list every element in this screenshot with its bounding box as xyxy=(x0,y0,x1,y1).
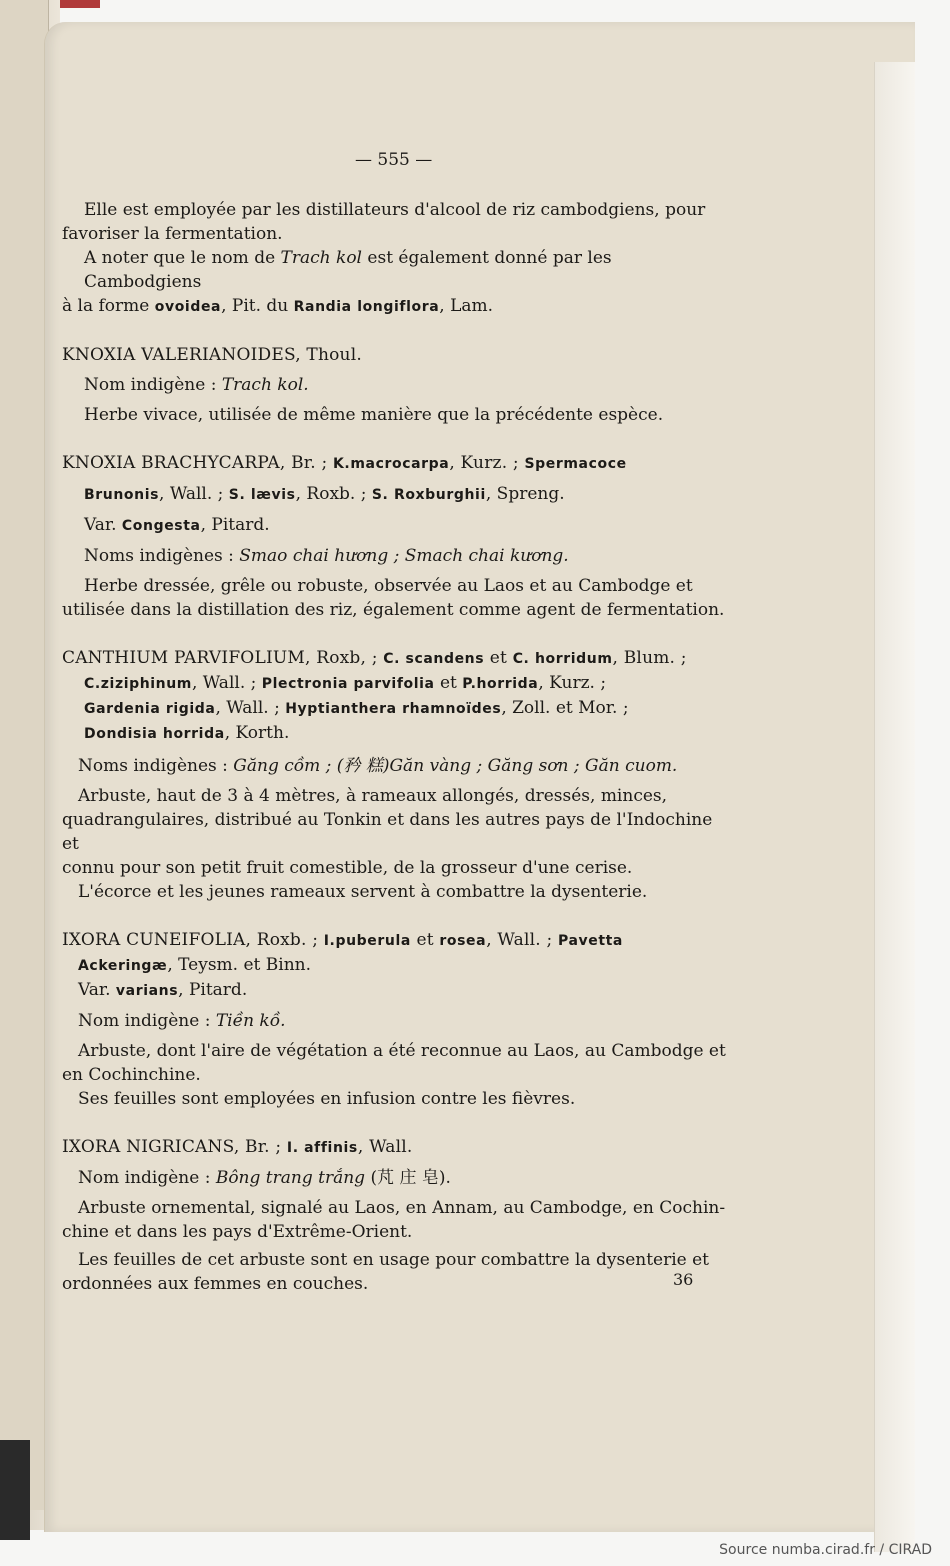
intro-line-4: à la forme ovoidea, Pit. du Randia longiflora, Lam. xyxy=(62,296,494,316)
ixora-cun-desc-1: Arbuste, dont l'aire de végétation a été reconnue au Laos, au Cambodge et xyxy=(78,1041,726,1061)
intro-line-1: Elle est employée par les distillateurs d'alcool de riz cambodgiens, pour xyxy=(84,200,706,220)
folio-number: 36 xyxy=(673,1270,694,1289)
ixora-cun-desc-2: en Cochinchine. xyxy=(62,1065,201,1085)
canthium-desc-4: L'écorce et les jeunes rameaux servent à combattre la dysenterie. xyxy=(78,882,648,902)
page-fore-edge xyxy=(874,62,915,1552)
ixora-nig-desc-3: Les feuilles de cet arbuste sont en usage pour combattre la dysenterie et xyxy=(78,1250,710,1270)
entry-title-knoxia-valerianoides: KNOXIA VALERIANOIDES, Thoul. xyxy=(62,345,362,365)
canthium-desc-2: quadrangulaires, distribué au Tonkin et dans les autres pays de l'Indochine et xyxy=(62,810,713,854)
intro-line-2: favoriser la fermentation. xyxy=(62,224,283,244)
left-page-edge xyxy=(0,0,49,1510)
bookmark-ribbon xyxy=(60,0,100,8)
canthium-desc-1: Arbuste, haut de 3 à 4 mètres, à rameaux allongés, dressés, minces, xyxy=(78,786,668,806)
knoxia-val-description: Herbe vivace, utilisée de même manière que la précédente espèce. xyxy=(84,405,664,425)
knoxia-val-native-name: Nom indigène : Trach kol. xyxy=(84,375,309,395)
ixora-nig-desc-2: chine et dans les pays d'Extrême-Orient. xyxy=(62,1222,413,1242)
canthium-synonyms-2: Gardenia rigida, Wall. ; Hyptianthera rhamnoïdes, Zoll. et Mor. ; xyxy=(84,698,629,718)
page-body xyxy=(62,198,732,1296)
ixora-cun-synonyms: Ackeringæ, Teysm. et Binn. xyxy=(78,955,311,975)
ixora-cun-desc-3: Ses feuilles sont employées en infusion contre les fièvres. xyxy=(78,1089,576,1109)
entry-title-canthium-parvifolium: CANTHIUM PARVIFOLIUM, Roxb, ; C. scandens et C. horridum, Blum. ; xyxy=(62,648,687,668)
entry-title-ixora-nigricans: IXORA NIGRICANS, Br. ; I. affinis, Wall. xyxy=(62,1137,413,1157)
canthium-synonyms-1: C.ziziphinum, Wall. ; Plectronia parvifolia et P.horrida, Kurz. ; xyxy=(84,673,607,693)
knoxia-brachy-variety: Var. Congesta, Pitard. xyxy=(84,515,270,535)
ixora-nig-native-name: Nom indigène : Bông trang trắng (芃 庄 皂). xyxy=(78,1168,451,1188)
intro-line-3: A noter que le nom de Trach kol est également donné par les Cambodgiens xyxy=(84,248,612,292)
canthium-desc-3: connu pour son petit fruit comestible, de la grosseur d'une cerise. xyxy=(62,858,633,878)
canthium-synonyms-3: Dondisia horrida, Korth. xyxy=(84,723,290,743)
ixora-cun-variety: Var. varians, Pitard. xyxy=(78,980,248,1000)
ixora-nig-desc-1: Arbuste ornemental, signalé au Laos, en Annam, au Cambodge, en Cochin- xyxy=(78,1198,726,1218)
entry-title-knoxia-brachycarpa: KNOXIA BRACHYCARPA, Br. ; K.macrocarpa, Kurz. ; Spermacoce xyxy=(62,453,627,473)
knoxia-brachy-desc-2: utilisée dans la distillation des riz, également comme agent de fermentation. xyxy=(62,600,725,620)
knoxia-brachy-native-names: Noms indigènes : Smao chai hương ; Smach chai kương. xyxy=(84,546,569,566)
page-header-number: — 555 — xyxy=(355,150,433,170)
ixora-nig-desc-4: ordonnées aux femmes en couches. xyxy=(62,1274,369,1294)
entry-title-ixora-cuneifolia: IXORA CUNEIFOLIA, Roxb. ; I.puberula et rosea, Wall. ; Pavetta xyxy=(62,930,623,950)
ixora-cun-native-name: Nom indigène : Tiền kồ. xyxy=(78,1011,286,1031)
knoxia-brachy-desc-1: Herbe dressée, grêle ou robuste, observée au Laos et au Cambodge et xyxy=(84,576,693,596)
canthium-native-names: Noms indigènes : Găng cồm ; (矜 糕)Găn vàng ; Găng sơn ; Găn cuom. xyxy=(78,756,678,776)
knoxia-brachy-synonyms: Brunonis, Wall. ; S. lævis, Roxb. ; S. Roxburghii, Spreng. xyxy=(84,484,565,504)
book-spine-dark xyxy=(0,1440,30,1540)
source-credit-link[interactable]: Source numba.cirad.fr / CIRAD xyxy=(719,1542,932,1558)
